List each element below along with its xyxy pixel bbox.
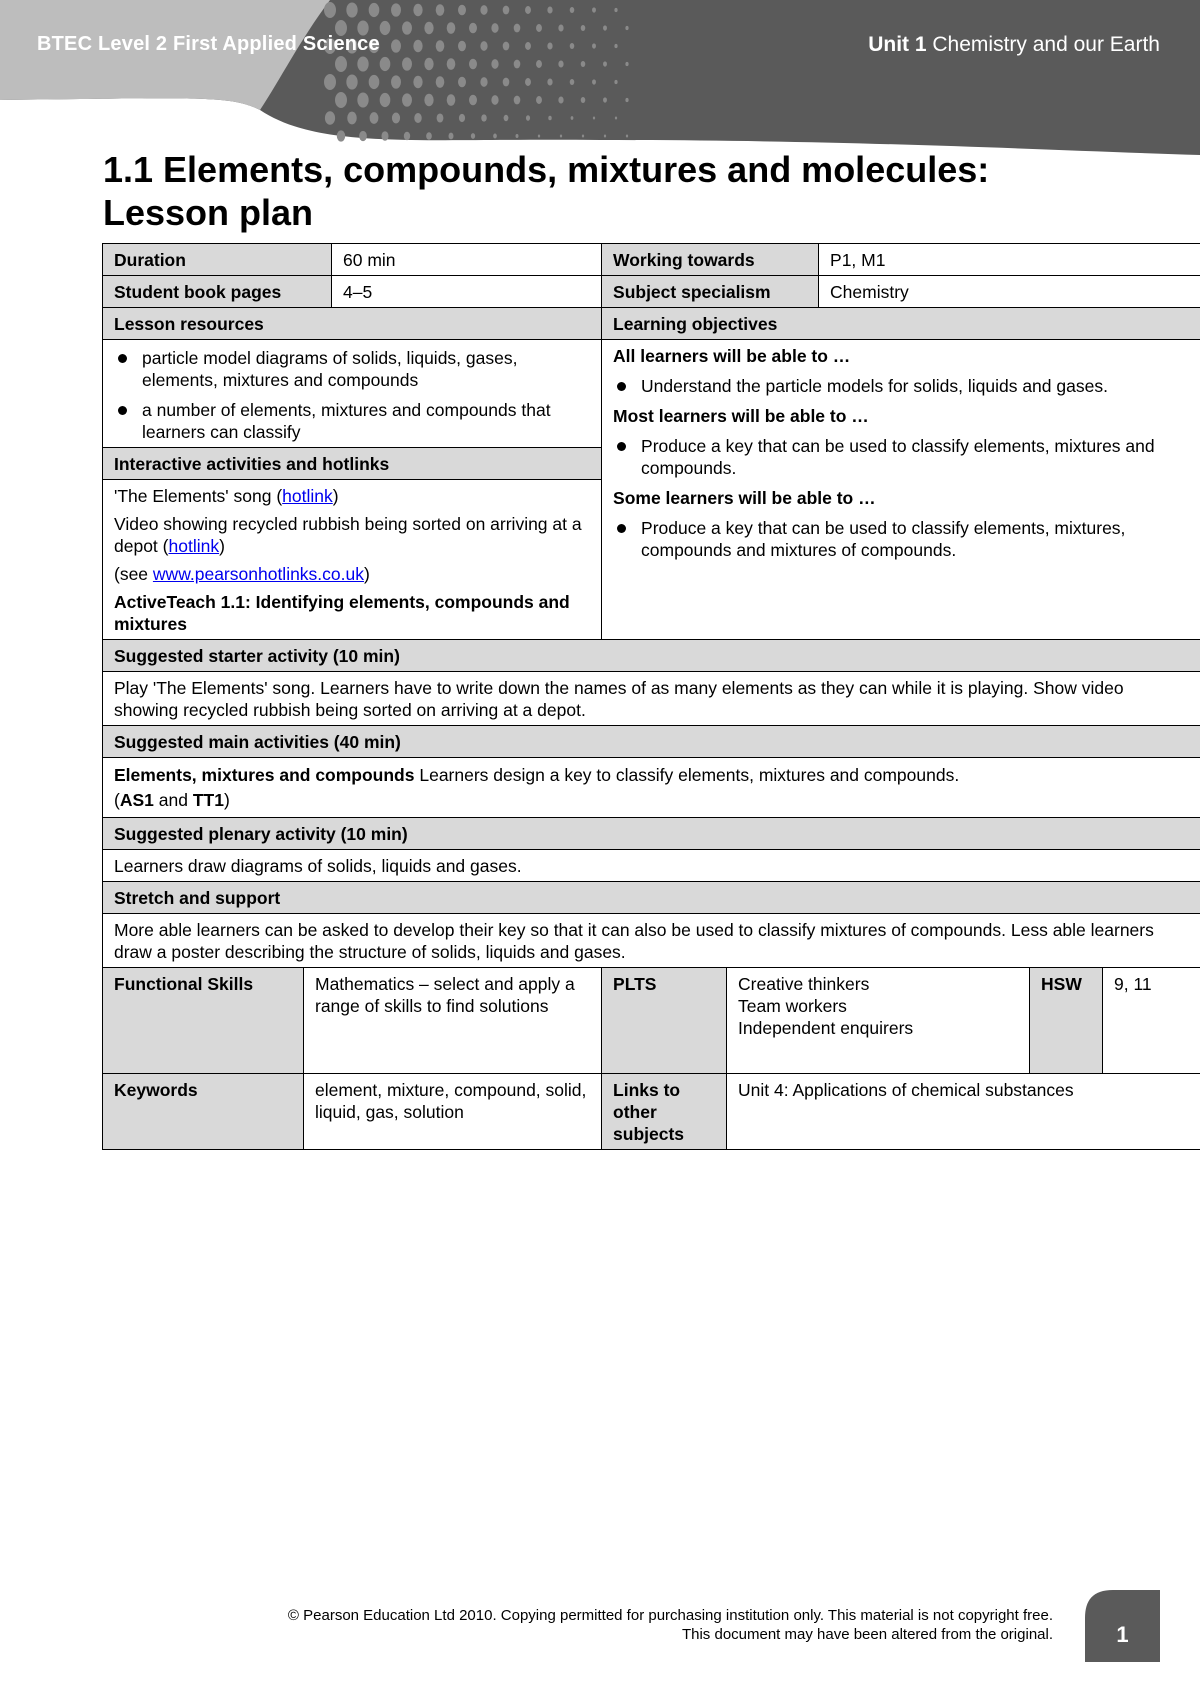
halftone-dot [558,61,563,68]
halftone-dot [547,79,552,86]
halftone-dot [357,92,368,107]
halftone-dot [625,26,628,30]
halftone-dot [426,132,432,140]
hsw-value: 9, 11 [1103,968,1200,1074]
row-pages [103,276,1200,308]
halftone-dot [603,25,607,30]
halftone-dot [346,74,357,89]
pages-label: Student book pages [103,276,332,308]
halftone-dot [402,21,412,34]
row-starter [103,672,1200,726]
halftone-dot [324,2,336,18]
halftone-dot [481,114,486,121]
halftone-dot [325,111,335,125]
halftone-dot [536,96,542,104]
halftone-dot [335,56,347,72]
halftone-dot [538,134,540,137]
main-ref-and: and [158,790,188,810]
halftone-dot [391,75,401,88]
halftone-dot [570,79,575,85]
resource-item: particle model diagrams of solids, liquids, gases, elements, mixtures and compounds [114,347,590,391]
halftone-dot [380,21,391,35]
interactive-label: Interactive activities and hotlinks [103,448,602,480]
halftone-dot [447,94,456,106]
halftone-dot [469,95,477,106]
obj-all-heading: All learners will be able to … [613,346,851,366]
main-ref-as1: AS1 [119,790,154,810]
halftone-dot [458,41,466,52]
halftone-dot [436,4,445,16]
working-towards-label: Working towards [602,244,819,276]
halftone-dot [548,116,551,121]
halftone-dot [536,24,542,32]
pearson-hotlinks-link[interactable]: www.pearsonhotlinks.co.uk [152,564,364,584]
specialism-value: Chemistry [819,276,1200,308]
objectives-cell [602,340,1200,640]
row-main-header [103,726,1200,758]
plenary-label: Suggested plenary activity (10 min) [103,818,1200,850]
hsw-label: HSW [1030,968,1103,1074]
halftone-dot [581,25,586,31]
halftone-dot [525,6,531,14]
page-title: 1.1 Elements, compounds, mixtures and molecules: Lesson plan [103,149,990,233]
halftone-dot [603,61,607,66]
halftone-dot [480,41,487,51]
halftone-dot [493,134,497,139]
obj-most-heading: Most learners will be able to … [613,406,869,426]
halftone-dot [480,77,487,87]
duration-value: 60 min [332,244,602,276]
song-hotlink-wrap: (hotlink) [276,486,339,506]
halftone-dot [359,131,367,141]
objectives-label: Learning objectives [602,308,1200,340]
main-ref-tt1: TT1 [192,790,224,810]
halftone-dot [424,22,433,34]
fs-label: Functional Skills [103,968,304,1074]
halftone-dot [514,60,521,69]
see-line: (see www.pearsonhotlinks.co.uk) [114,564,370,584]
unit-label: Unit 1 [868,33,927,56]
unit-name: Chemistry and our Earth [932,33,1160,56]
halftone-dot [424,58,433,70]
pages-value: 4–5 [332,276,602,308]
halftone-dot [335,92,347,108]
song-line [114,485,590,507]
video-hotlink[interactable]: hotlink [168,536,220,556]
see-text: (see [114,564,149,584]
halftone-dot [459,114,465,122]
halftone-dot [570,7,575,13]
page-number: 1 [1116,1622,1129,1647]
halftone-dot [514,24,521,33]
halftone-dot [626,135,628,138]
video-line: Video showing recycled rubbish being sorted on arriving at a depot (hotlink) [114,514,582,556]
plts-item: Creative thinkers [738,974,870,994]
halftone-dot [526,115,530,121]
halftone-dot [503,6,510,15]
halftone-dot [480,5,487,15]
halftone-dot [436,40,445,52]
halftone-dot [370,112,379,124]
obj-some-item: Produce a key that can be used to classify elements, mixtures, compounds and mixtures of compounds. [613,517,1191,561]
obj-some-heading: Some learners will be able to … [613,488,876,508]
links-text: Unit 4: Applications of chemical substances [727,1074,1200,1150]
halftone-dot [413,76,422,88]
duration-label: Duration [103,244,332,276]
halftone-dot [615,117,617,120]
halftone-dot [391,3,401,16]
row-stretch [103,914,1200,968]
stretch-label: Stretch and support [103,882,1200,914]
halftone-dot [324,74,336,90]
plenary-text: Learners draw diagrams of solids, liquids and gases. [103,850,1200,882]
halftone-dot [547,7,552,14]
halftone-dot [536,60,542,68]
halftone-dot [346,2,357,17]
halftone-dot [381,131,388,140]
halftone-dot [447,22,456,34]
halftone-dot [491,59,498,69]
halftone-dot [437,113,444,122]
halftone-dot [469,59,477,70]
halftone-dot [469,23,477,34]
obj-most-item: Produce a key that can be used to classify elements, mixtures and compounds. [613,435,1191,479]
halftone-dot [581,97,586,103]
footer-copyright [288,1606,1053,1644]
halftone-dot [413,40,422,52]
halftone-dot [503,42,510,51]
halftone-dot [402,93,412,106]
halftone-dot [414,113,422,123]
halftone-dot [380,57,391,71]
halftone-dot [592,7,596,12]
halftone-dot [413,4,422,16]
halftone-dot [514,96,521,105]
halftone-dot [357,56,368,71]
row-plenary-header [103,818,1200,850]
fs-text: Mathematics – select and apply a range of skills to find solutions [304,968,602,1074]
halftone-dot [491,23,498,33]
series-title: BTEC Level 2 First Applied Science [37,33,380,55]
plts-label: PLTS [602,968,727,1074]
halftone-dot [347,112,357,125]
halftone-dot [558,97,563,104]
song-hotlink[interactable]: hotlink [282,486,333,506]
stretch-text: More able learners can be asked to develop their key so that it can also be used to classify mixtures of compounds. Less able learners draw a poster describing the structure of solids, liquids and gases. [103,914,1200,968]
halftone-dot [614,80,617,84]
footer-line-1: © Pearson Education Ltd 2010. Copying permitted for purchasing institution only. This material is not copyright free. [287,1607,1053,1624]
row-resources-header [103,308,1200,340]
lesson-plan-table [102,243,1200,1150]
halftone-dot [625,98,628,102]
main-label: Suggested main activities (40 min) [103,726,1200,758]
halftone-dot [614,8,617,12]
resource-item: a number of elements, mixtures and compounds that learners can classify [114,399,590,443]
obj-all-item: Understand the particle models for solids, liquids and gases. [613,375,1191,397]
halftone-dot [337,130,345,141]
plts-cell [727,968,1030,1074]
halftone-dot [380,93,391,107]
halftone-dot [582,135,584,138]
halftone-dot [547,43,552,50]
row-main [103,758,1200,818]
halftone-dot [392,113,400,124]
row-plenary [103,850,1200,882]
halftone-dot [447,58,456,70]
keywords-label: Keywords [103,1074,304,1150]
halftone-dot [402,57,412,70]
halftone-dot [592,43,596,48]
halftone-dot [525,78,531,86]
halftone-dot [503,78,510,87]
halftone-dot [458,5,466,16]
video-text: Video showing recycled rubbish being sorted on arriving at a depot [114,514,582,556]
halftone-dot [604,135,606,138]
resources-cell [103,340,602,448]
row-resources [103,340,1200,448]
halftone-dot [424,94,433,106]
halftone-dot [571,116,574,120]
halftone-dot [391,39,401,52]
header-background [0,0,1200,155]
halftone-dot [369,75,380,89]
halftone-dot [525,42,531,50]
keywords-text: element, mixture, compound, solid, liquid, gas, solution [304,1074,602,1150]
plts-item: Team workers [738,996,847,1016]
halftone-dot [491,95,498,105]
row-stretch-header [103,882,1200,914]
main-bold: Elements, mixtures and compounds [114,765,415,785]
main-text: Learners design a key to classify elements, mixtures and compounds. [419,765,960,785]
main-cell: Elements, mixtures and compounds Learners design a key to classify elements, mixtures and compounds. (AS1 and TT1) [103,758,1200,818]
resources-label: Lesson resources [103,308,602,340]
halftone-dot [558,25,563,32]
halftone-dot [593,117,595,120]
halftone-dot [592,79,596,84]
halftone-dot [560,135,562,138]
header-banner [0,0,1200,155]
halftone-dot [516,134,519,138]
plts-item: Independent enquirers [738,1018,914,1038]
working-towards-value: P1, M1 [819,244,1200,276]
row-keywords [103,1074,1200,1150]
unit-title [868,33,1160,57]
starter-text: Play 'The Elements' song. Learners have to write down the names of as many elements as they can while it is playing. Show video showing recycled rubbish being sorted on arriving at a depot. [103,672,1200,726]
halftone-dot [570,43,575,49]
halftone-dot [625,62,628,66]
halftone-dot [369,3,380,17]
specialism-label: Subject specialism [602,276,819,308]
starter-label: Suggested starter activity (10 min) [103,640,1200,672]
activeteach-line: ActiveTeach 1.1: Identifying elements, compounds and mixtures [114,592,570,634]
halftone-dot [504,115,509,121]
halftone-dot [458,77,466,88]
halftone-dot [581,61,586,67]
halftone-dot [471,133,475,139]
halftone-dot [603,97,607,102]
row-skills [103,968,1200,1074]
footer-line-2: This document may have been altered from the original. [681,1626,1053,1643]
halftone-dot [436,76,445,88]
halftone-dot [448,133,453,140]
halftone-dot [404,132,410,141]
interactive-cell [103,480,602,640]
row-duration [103,244,1200,276]
links-label: Links to other subjects [602,1074,727,1150]
halftone-dot [614,44,617,48]
row-starter-header [103,640,1200,672]
song-text: 'The Elements' song [114,486,272,506]
